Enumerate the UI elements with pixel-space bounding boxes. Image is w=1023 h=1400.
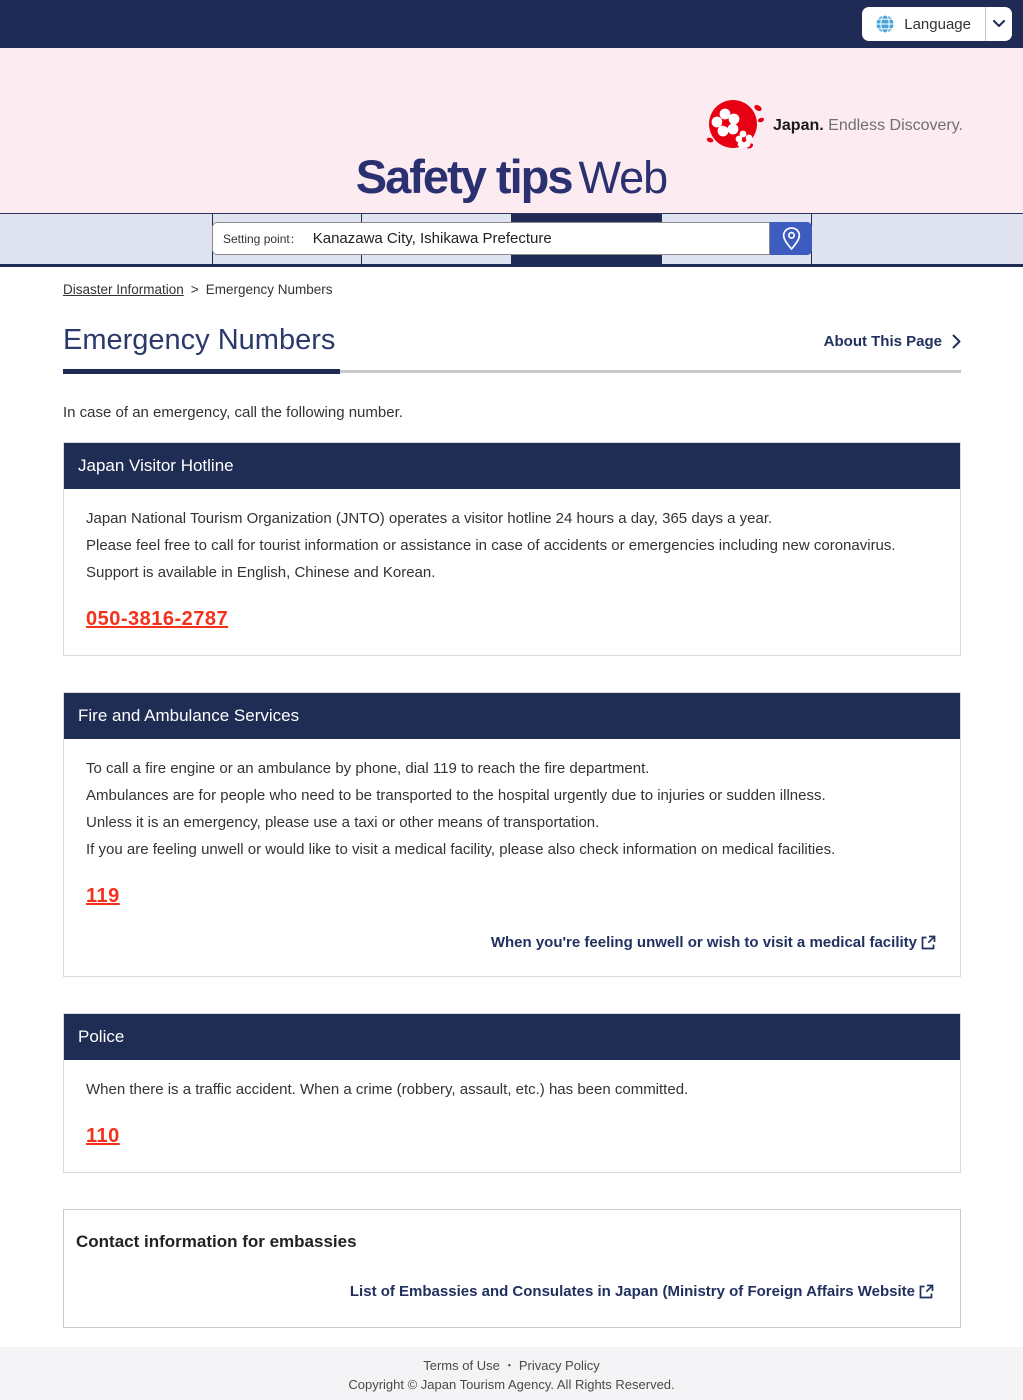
location-search-button[interactable] (770, 222, 812, 255)
jnto-logo (706, 98, 963, 153)
setting-point-label: Setting point： (223, 232, 302, 246)
copyright-text: Copyright © Japan Tourism Agency. All Rights Reserved. (348, 1377, 675, 1392)
hotline-line: Support is available in English, Chinese and Korean. (86, 564, 436, 581)
sakura-icon (706, 98, 764, 153)
terms-of-use-link[interactable]: Terms of Use (423, 1358, 500, 1373)
hotline-line: Japan National Tourism Organization (JNTO) operates a visitor hotline 24 hours a day, 365 days a year. (86, 510, 773, 527)
embassies-card-title: Contact information for embassies (76, 1232, 357, 1251)
breadcrumb-separator: > (190, 282, 199, 297)
setting-point-field[interactable] (212, 222, 770, 255)
page-footer (0, 1347, 1023, 1400)
main-content (0, 267, 1023, 1347)
fire-ambulance-card (63, 692, 961, 977)
top-bar (0, 0, 1023, 48)
logo-tagline: Endless Discovery. (828, 116, 963, 134)
chevron-down-icon (993, 20, 1005, 28)
police-card (63, 1013, 961, 1173)
language-selector[interactable] (862, 7, 1012, 41)
about-this-page-link[interactable] (824, 333, 961, 357)
breadcrumb-link-disaster-information[interactable]: Disaster Information (63, 282, 184, 297)
hotline-card (63, 442, 961, 656)
site-title-bold: Safety tips (355, 150, 572, 203)
site-title-light: Web (578, 152, 668, 203)
language-dropdown-toggle[interactable] (985, 7, 1012, 41)
hotline-card-title: Japan Visitor Hotline (64, 443, 960, 489)
site-header (0, 48, 1023, 246)
hotline-line: Please feel free to call for tourist information or assistance in case of accidents or emergencies including new coronavirus. (86, 537, 896, 554)
intro-text: In case of an emergency, call the following number. (63, 404, 403, 421)
privacy-policy-link[interactable]: Privacy Policy (518, 1358, 600, 1373)
medical-facility-link[interactable] (491, 934, 936, 951)
embassies-list-link[interactable] (350, 1283, 934, 1300)
globe-icon (875, 14, 895, 34)
setting-point-input[interactable] (311, 229, 759, 248)
setting-point-form (212, 222, 812, 255)
language-label: Language (904, 15, 971, 33)
police-line: When there is a traffic accident. When a crime (robbery, assault, etc.) has been committed. (86, 1081, 689, 1098)
embassies-card (63, 1209, 961, 1328)
location-pin-icon (782, 227, 801, 250)
language-selector-main[interactable] (862, 7, 985, 41)
breadcrumb (63, 282, 1023, 297)
title-rule (63, 369, 961, 374)
medical-facility-link-label: When you're feeling unwell or wish to visit a medical facility (490, 934, 917, 951)
police-card-title: Police (64, 1014, 960, 1060)
hotline-phone-link[interactable]: 050-3816-2787 (86, 608, 229, 630)
fire-line: Ambulances are for people who need to be transported to the hospital urgently due to injuries or sudden illness. (86, 787, 826, 804)
external-link-icon (919, 1284, 934, 1299)
chevron-right-icon (952, 334, 961, 349)
page-title: Emergency Numbers (63, 324, 336, 356)
fire-line: Unless it is an emergency, please use a taxi or other means of transportation. (86, 814, 600, 831)
about-this-page-label: About This Page (823, 333, 942, 350)
breadcrumb-current: Emergency Numbers (205, 282, 333, 297)
logo-japan-text: Japan. (773, 116, 824, 134)
police-phone-link[interactable]: 110 (86, 1125, 120, 1147)
external-link-icon (921, 935, 936, 950)
fire-line: To call a fire engine or an ambulance by phone, dial 119 to reach the fire department. (86, 760, 650, 777)
fire-ambulance-card-title: Fire and Ambulance Services (64, 693, 960, 739)
embassies-list-link-label: List of Embassies and Consulates in Japan (Ministry of Foreign Affairs Website (349, 1283, 915, 1300)
footer-separator: ・ (502, 1358, 516, 1373)
fire-phone-link[interactable]: 119 (86, 885, 120, 907)
fire-line: If you are feeling unwell or would like to visit a medical facility, please also check information on medical facilities. (86, 841, 836, 858)
site-title (0, 149, 1023, 204)
